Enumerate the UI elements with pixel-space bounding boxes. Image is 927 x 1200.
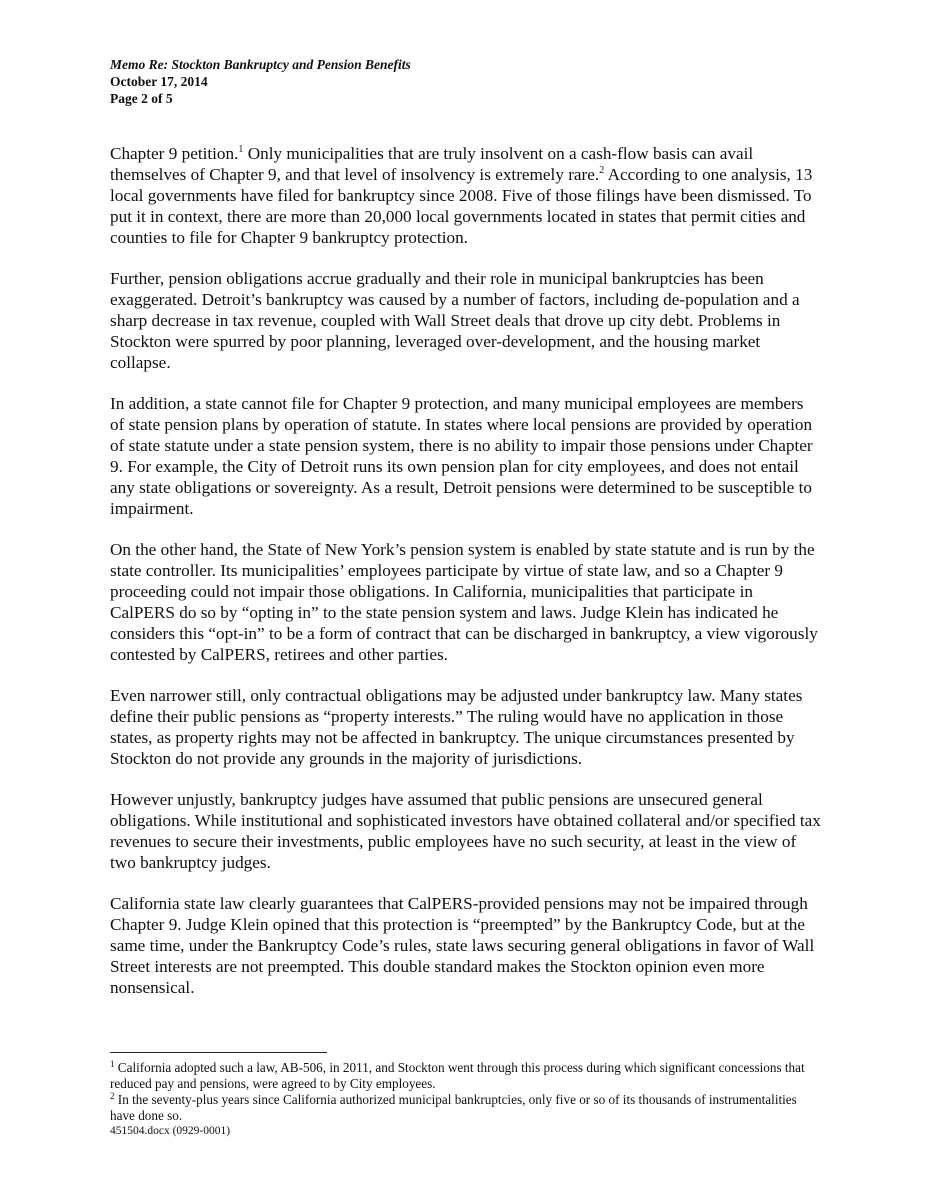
memo-date: October 17, 2014 [110,74,208,89]
paragraph-1 [110,143,822,248]
paragraph-7 [110,893,822,998]
paragraph-text: Chapter 9 petition. [110,144,239,163]
paragraph-6 [110,789,822,873]
paragraph-text: On the other hand, the State of New York’s pension system is enabled by state statute and is run by the state controller. Its municipalities’ employees participate by virtue of state law, and so a Chapter 9 proceeding could not impair those obligations. In California, municipalities that participate in CalPERS do so by “opting in” to the state pension system and laws. Judge Klein has indicated he considers this “opt-in” to be a form of contract that can be discharged in bankruptcy, a view vigorously contested by CalPERS, retirees and other parties. [110,540,818,664]
footnote-text: California adopted such a law, AB-506, in 2011, and Stockton went through this process during which significant concessions that reduced pay and pensions, were agreed to by City employees. [110,1060,805,1091]
paragraph-text: According to one analysis, 13 local governments have filed for bankruptcy since 2008. Five of those filings have been dismissed. To put it in context, there are more than 20,000 local governments located in states that permit cities and counties to file for Chapter 9 bankruptcy protection. [110,165,813,247]
footnote-ref-2: 2 [599,165,605,176]
footnote-marker: 1 [110,1059,115,1069]
footnote-2 [110,1092,822,1124]
paragraph-text: Even narrower still, only contractual obligations may be adjusted under bankruptcy law. Many states define their public pensions as “property interests.” The ruling would have no application in those states, as property rights may not be affected in bankruptcy. The unique circumstances presented by Stockton do not provide any grounds in the majority of jurisdictions. [110,686,803,768]
footnotes [110,1060,822,1138]
page-number: Page 2 of 5 [110,91,173,106]
paragraph-3 [110,393,822,519]
paragraph-text: Only municipalities that are truly insolvent on a cash-flow basis can avail themselves of Chapter 9, and that level of insolvency is extremely rare. [110,144,754,184]
paragraph-4 [110,539,822,665]
footnote-text: In the seventy-plus years since California authorized municipal bankruptcies, only five or so of its thousands of instrumentalities have done so. [110,1092,797,1123]
paragraph-text: In addition, a state cannot file for Chapter 9 protection, and many municipal employees are members of state pension plans by operation of statute. In states where local pensions are provided by operation of state statute under a state pension system, there is no ability to impair those pensions under Chapter 9. For example, the City of Detroit runs its own pension plan for city employees, and does not entail any state obligations or sovereignty. As a result, Detroit pensions were determined to be susceptible to impairment. [110,394,813,518]
paragraph-text: Further, pension obligations accrue gradually and their role in municipal bankruptcies has been exaggerated. Detroit’s bankruptcy was caused by a number of factors, including de-population and a sharp decrease in tax revenue, coupled with Wall Street deals that drove up city debt. Problems in Stockton were spurred by poor planning, leveraged over-development, and the housing market collapse. [110,269,800,372]
footnote-ref-1: 1 [238,144,244,155]
paragraph-5 [110,685,822,769]
paragraph-text: California state law clearly guarantees that CalPERS-provided pensions may not be impaired through Chapter 9. Judge Klein opined that this protection is “preempted” by the Bankruptcy Code, but at the same time, under the Bankruptcy Code’s rules, state laws securing general obligations in favor of Wall Street interests are not preempted. This double standard makes the Stockton opinion even more nonsensical. [110,894,815,997]
footnote-1 [110,1060,822,1092]
paragraph-2 [110,268,822,373]
memo-body [110,143,822,1018]
footnote-marker: 2 [110,1091,115,1101]
paragraph-text: However unjustly, bankruptcy judges have assumed that public pensions are unsecured general obligations. While institutional and sophisticated investors have obtained collateral and/or specified tax revenues to secure their investments, public employees have no such security, at least in the view of two bankruptcy judges. [110,790,821,872]
footnote-separator [110,1052,327,1053]
memo-title: Memo Re: Stockton Bankruptcy and Pension Benefits [110,57,411,72]
document-id: 451504.docx (0929-0001) [110,1125,231,1137]
page-header [110,56,411,107]
